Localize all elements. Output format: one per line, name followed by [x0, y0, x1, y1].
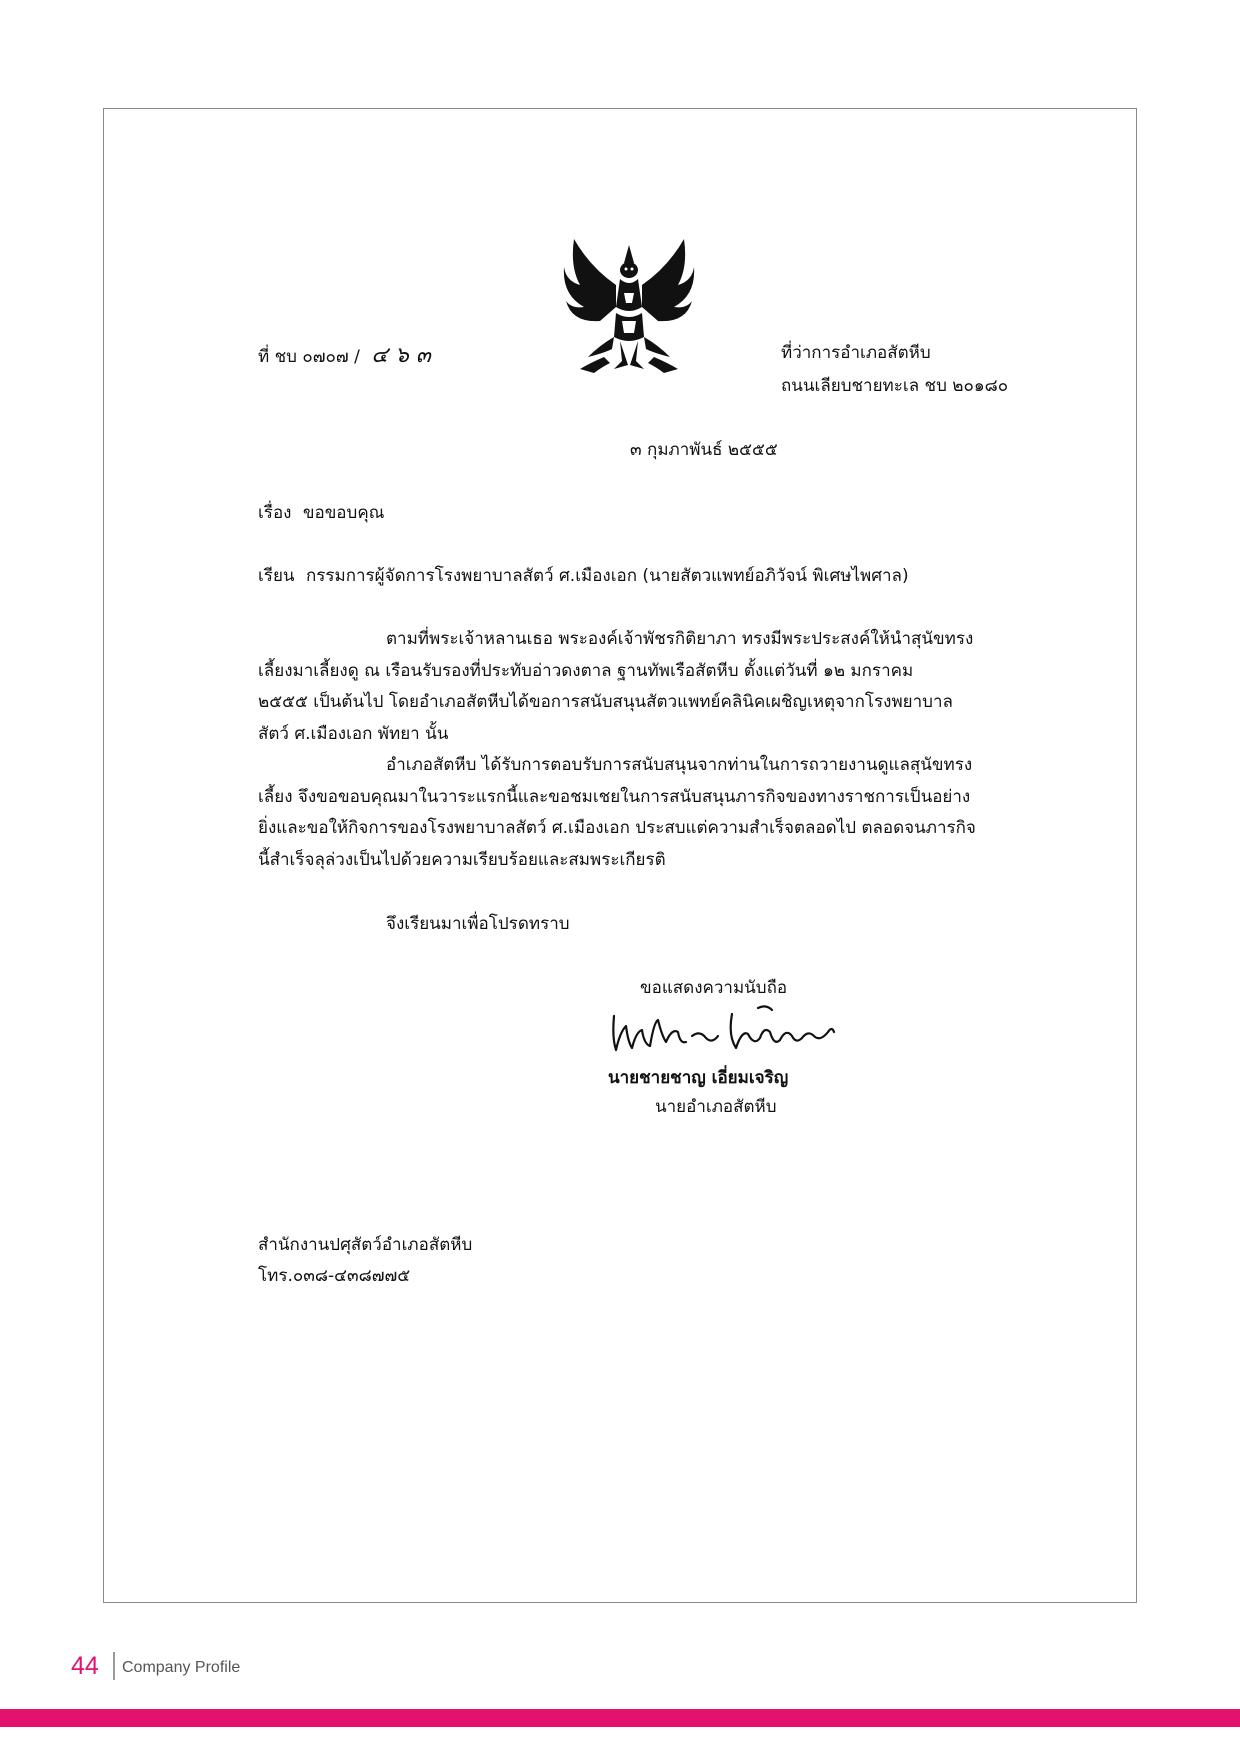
section-label: Company Profile: [122, 1659, 241, 1676]
paragraph-line: ตามที่พระเจ้าหลานเธอ พระองค์เจ้าพัชรกิติยาภา ทรงมีพระประสงค์ให้นำสุนัขทรง: [386, 629, 974, 649]
subject-text: ขอขอบคุณ: [302, 503, 385, 523]
reference-handwritten: ๔ ๖ ๓: [371, 343, 431, 368]
handwritten-signature: [608, 1002, 838, 1058]
recipient-text: กรรมการผู้จัดการโรงพยาบาลสัตว์ ศ.เมืองเอก (นายสัตวแพทย์อภิวัจน์ พิเศษไพศาล): [305, 566, 909, 586]
paragraph-line: อำเภอสัตหีบ ได้รับการตอบรับการสนับสนุนจากท่านในการถวายงานดูแลสุนัขทรง: [386, 755, 973, 775]
paragraph-line: นี้สำเร็จลุล่วงเป็นไปด้วยความเรียบร้อยและสมพระเกียรติ: [258, 849, 666, 870]
paragraph-line: เลี้ยงมาเลี้ยงดู ณ เรือนรับรองที่ประทับอ่าวดงตาล ฐานทัพเรือสัตหีบ ตั้งแต่วันที่ ๑๒ มกราคม: [258, 660, 914, 681]
reference-prefix: ที่ ชบ ๐๗๐๗ /: [258, 347, 360, 367]
subject-label: เรื่อง: [258, 503, 292, 523]
office-name: ที่ว่าการอำเภอสัตหีบ: [781, 343, 931, 363]
garuda-emblem: [560, 237, 698, 377]
office-address: ถนนเลียบชายทะเล ชบ ๒๐๑๘๐: [781, 376, 1009, 396]
reference-number: [258, 343, 431, 369]
signer-name: นายชายชาญ เอี่ยมเจริญ: [608, 1068, 789, 1088]
page-number: 44: [71, 1652, 99, 1680]
paragraph-line: สัตว์ ศ.เมืองเอก พัทยา นั้น: [258, 723, 449, 744]
footer-phone: โทร.๐๓๘-๔๓๘๗๗๕: [258, 1266, 411, 1286]
footer-divider: [113, 1652, 115, 1680]
subject-line: [258, 503, 384, 523]
recipient-line: [258, 566, 909, 586]
paragraph-line: ๒๕๕๕ เป็นต้นไป โดยอำเภอสัตหีบได้ขอการสนับสนุนสัตวแพทย์คลินิคเผชิญเหตุจากโรงพยาบาล: [258, 692, 953, 712]
accent-bar: [0, 1709, 1240, 1727]
letter-date: ๓ กุมภาพันธ์ ๒๕๕๕: [630, 440, 778, 460]
paragraph-line: เลี้ยง จึงขอขอบคุณมาในวาระแรกนี้และขอชมเชยในการสนับสนุนภารกิจของทางราชการเป็นอย่าง: [258, 786, 971, 807]
respect-phrase: ขอแสดงความนับถือ: [640, 978, 788, 998]
body-paragraph-2: [258, 750, 993, 876]
footer-office: สำนักงานปศุสัตว์อำเภอสัตหีบ: [258, 1235, 473, 1255]
signer-title: นายอำเภอสัตหีบ: [655, 1097, 777, 1117]
closing-phrase: จึงเรียนมาเพื่อโปรดทราบ: [386, 914, 570, 934]
paragraph-line: ยิ่งและขอให้กิจการของโรงพยาบาลสัตว์ ศ.เมืองเอก ประสบแต่ความสำเร็จตลอดไป ตลอดจนภารกิจ: [258, 818, 976, 838]
recipient-label: เรียน: [258, 566, 295, 586]
body-paragraph-1: [258, 624, 993, 750]
